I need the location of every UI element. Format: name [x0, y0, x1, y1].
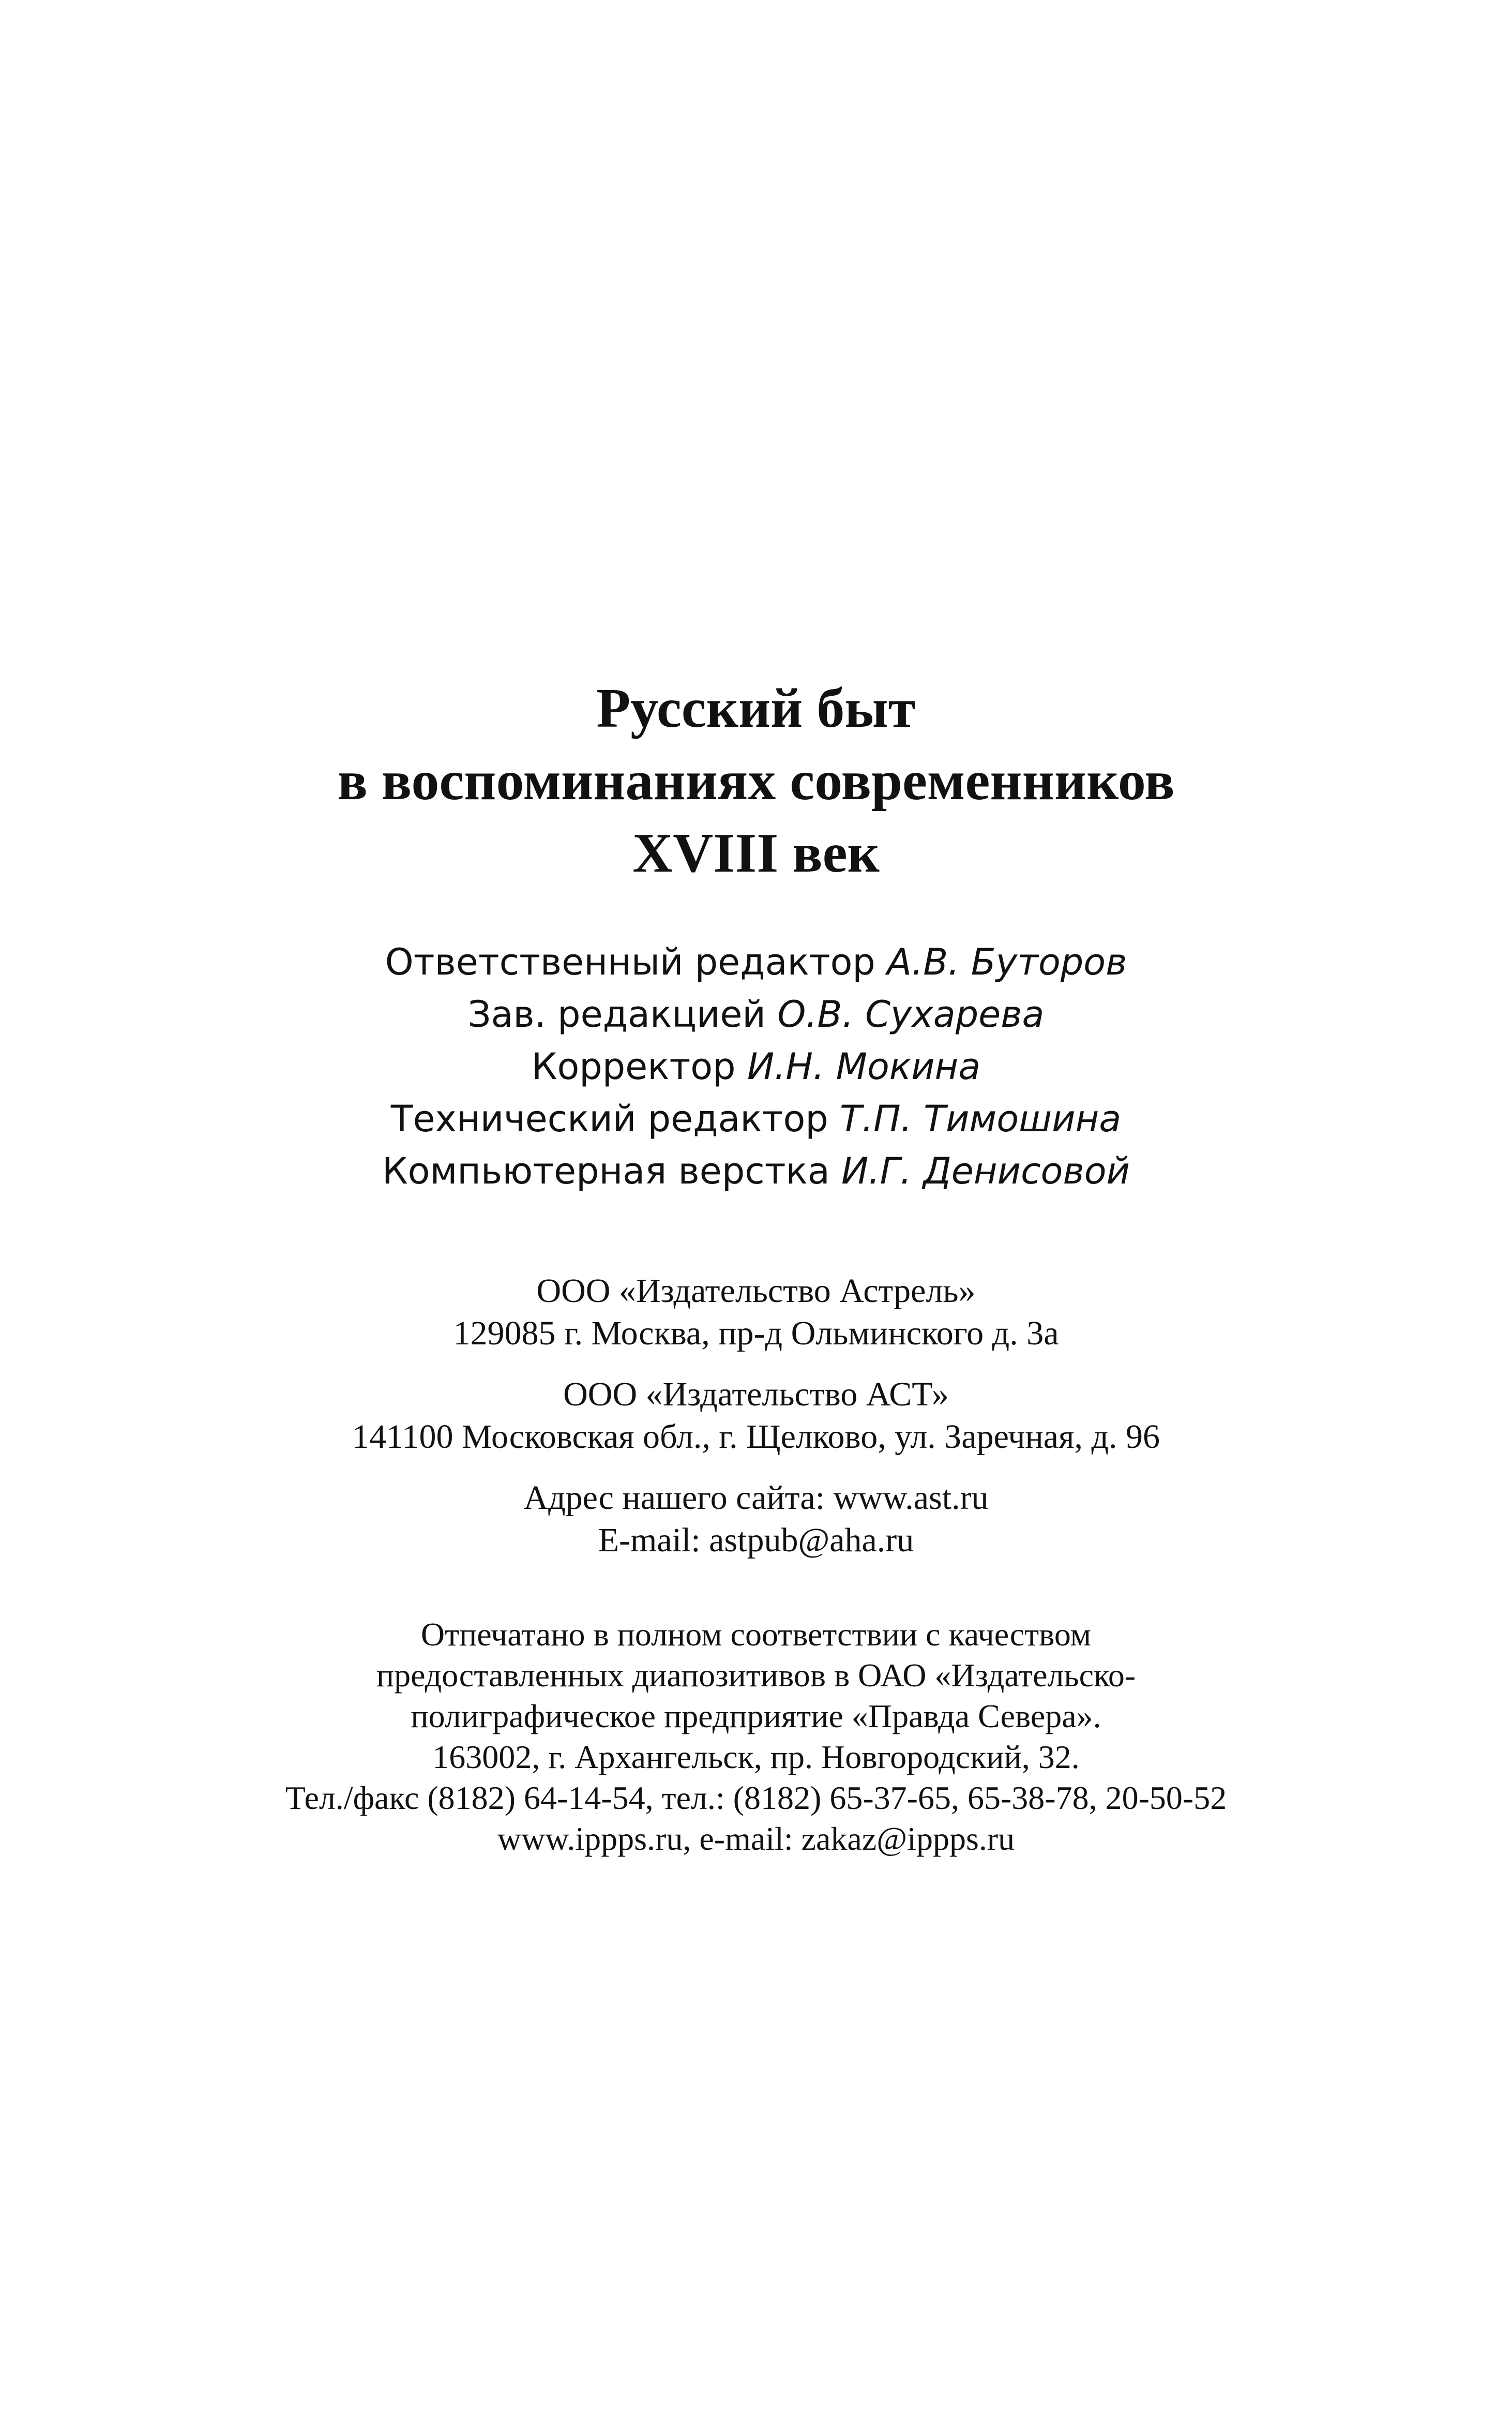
credit-role: Корректор: [531, 1045, 736, 1088]
credit-role: Ответственный редактор: [385, 941, 875, 983]
credit-name: А.В. Буторов: [887, 941, 1127, 983]
publisher-address: 141100 Московская обл., г. Щелково, ул. Заречная, д. 96: [352, 1418, 1160, 1456]
credit-technical-editor: [0, 1093, 1512, 1145]
title-line-2: в воспоминаниях современников: [337, 750, 1175, 812]
credit-name: И.Г. Денисовой: [841, 1150, 1130, 1192]
credit-responsible-editor: [0, 936, 1512, 989]
credit-role: Компьютерная верстка: [382, 1150, 830, 1192]
printer-line-5: Тел./факс (8182) 64-14-54, тел.: (8182) 65-37-65, 65-38-78, 20-50-52: [285, 1779, 1227, 1816]
printer-line-4: 163002, г. Архангельск, пр. Новгородский, 32.: [432, 1739, 1080, 1775]
publisher-contacts: [0, 1477, 1512, 1562]
credits-list: [0, 936, 1512, 1197]
credit-role: Зав. редакцией: [467, 993, 766, 1036]
website-line: Адрес нашего сайта: www.ast.ru: [523, 1479, 989, 1517]
credit-head-of-editorial: [0, 989, 1512, 1041]
printer-line-3: полиграфическое предприятие «Правда Севера».: [411, 1698, 1101, 1734]
title-line-1: Русский быт: [596, 678, 916, 739]
credit-name: И.Н. Мокина: [747, 1045, 981, 1088]
credit-name: О.В. Сухарева: [777, 993, 1045, 1036]
publisher-address: 129085 г. Москва, пр-д Ольминского д. 3а: [453, 1314, 1059, 1352]
publisher-name: ООО «Издательство АСТ»: [563, 1375, 949, 1413]
publisher-ast: [0, 1373, 1512, 1458]
credit-proofreader: [0, 1041, 1512, 1093]
email-line: E-mail: astpub@aha.ru: [598, 1521, 914, 1559]
printer-info: [0, 1614, 1512, 1859]
credit-name: Т.П. Тимошина: [840, 1098, 1122, 1140]
printer-line-1: Отпечатано в полном соответствии с качеством: [420, 1616, 1092, 1653]
title-line-3: XVIII век: [632, 822, 880, 884]
credit-layout: [0, 1145, 1512, 1197]
printer-line-6: www.ippps.ru, e-mail: zakaz@ippps.ru: [497, 1820, 1015, 1857]
credit-role: Технический редактор: [390, 1098, 828, 1140]
printer-line-2: предоставленных диапозитивов в ОАО «Издательско-: [376, 1657, 1136, 1694]
publisher-astrel: [0, 1270, 1512, 1355]
publisher-name: ООО «Издательство Астрель»: [536, 1272, 976, 1310]
book-title: [0, 672, 1512, 890]
